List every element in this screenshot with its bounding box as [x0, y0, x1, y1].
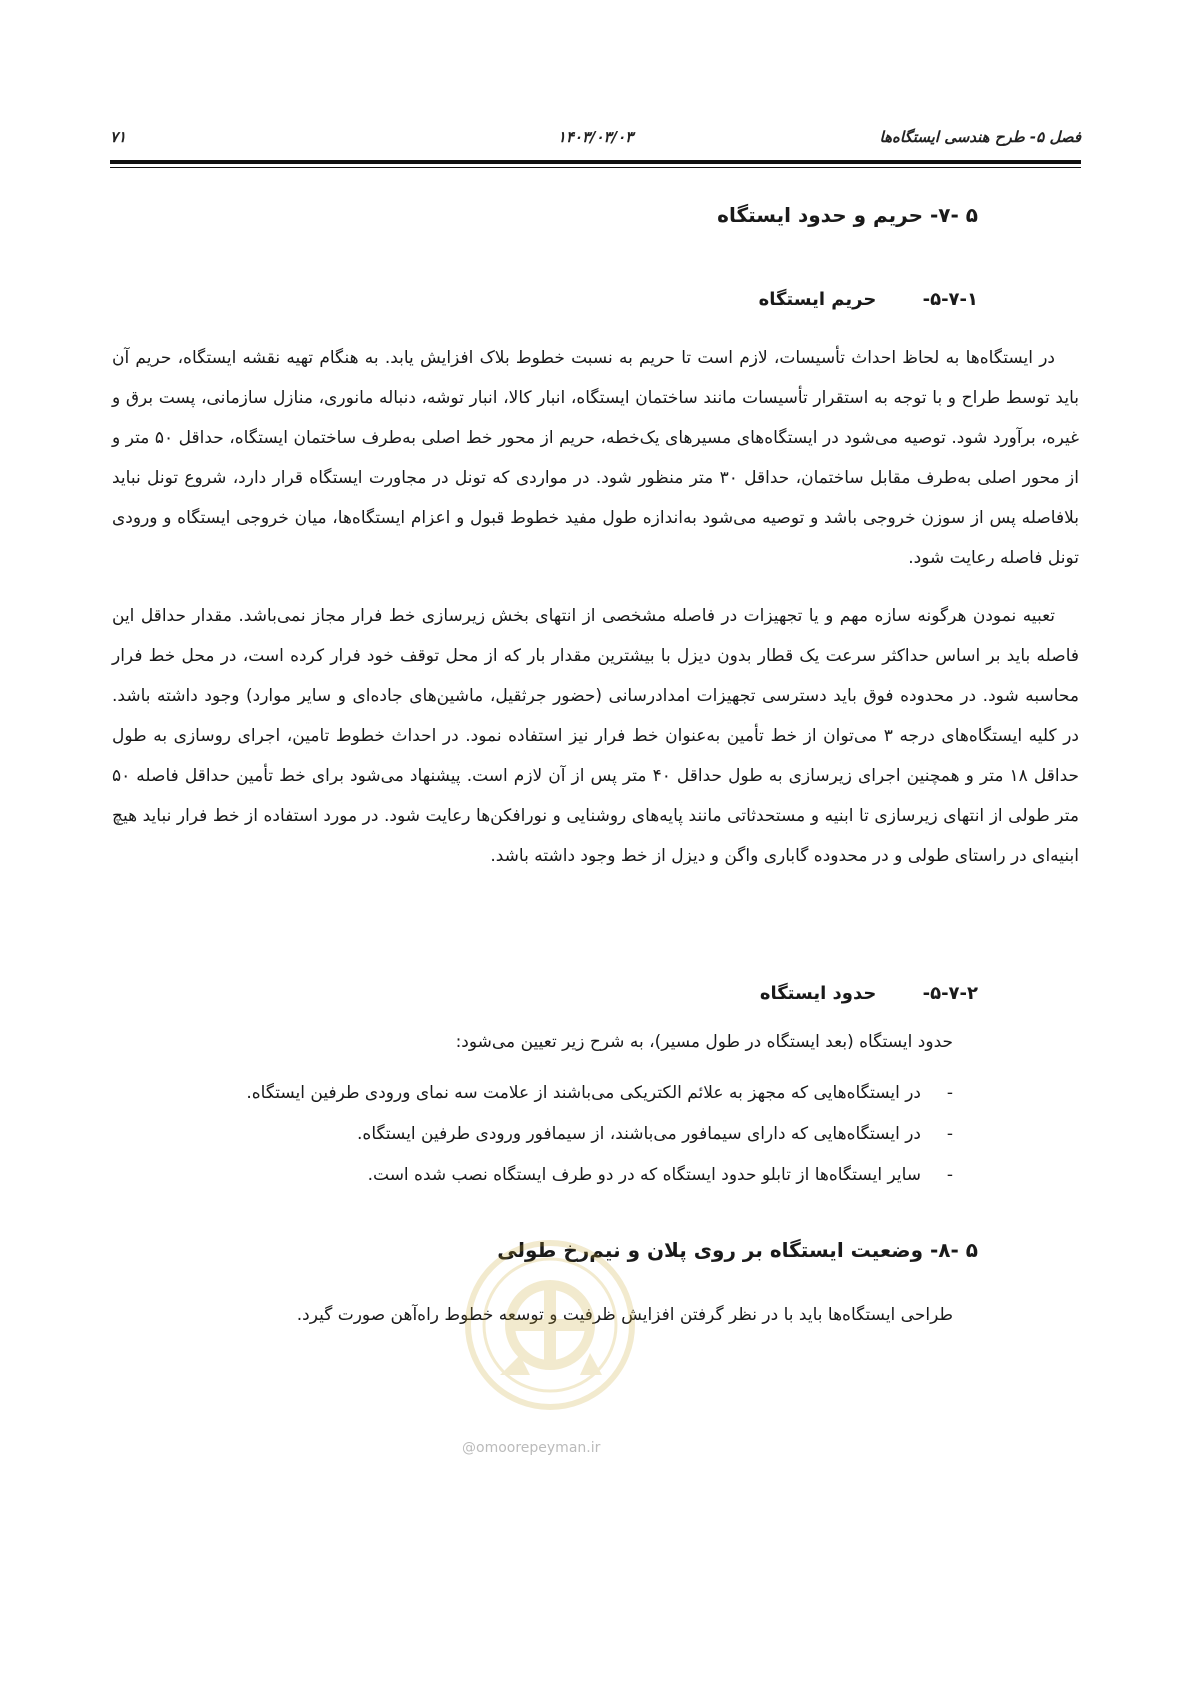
bullet-dash: -: [946, 1083, 953, 1103]
list-item: [246, 1155, 953, 1196]
chapter-title: فصل ۵- طرح هندسی ایستگاه‌ها: [879, 128, 1081, 146]
subsection-heading-7-2: [760, 983, 978, 1004]
bullet-dash: -: [946, 1124, 953, 1144]
list-item-text: سایر ایستگاه‌ها از تابلو حدود ایستگاه که در دو طرف ایستگاه نصب شده است.: [367, 1165, 921, 1185]
subsection-title: حدود ایستگاه: [759, 983, 877, 1004]
limits-list: [246, 1073, 953, 1196]
subsection-title: حریم ایستگاه: [758, 289, 877, 310]
subsection-number: ۵-۷-۲-: [922, 983, 978, 1004]
bullet-dash: -: [946, 1165, 953, 1185]
list-item-text: در ایستگاه‌هایی که دارای سیمافور می‌باشند، از سیمافور ورودی طرفین ایستگاه.: [357, 1124, 921, 1144]
section-title: وضعیت ایستگاه بر روی پلان و نیم‌رخ طولی: [497, 1238, 924, 1262]
subsection-number: ۵-۷-۱-: [922, 289, 978, 310]
limits-intro: حدود ایستگاه (بعد ایستگاه در طول مسیر)، به شرح زیر تعیین می‌شود:: [455, 1032, 953, 1052]
watermark-seal-icon: [460, 1225, 640, 1425]
page-header: [110, 128, 1081, 152]
list-item: [246, 1114, 953, 1155]
section-title: حریم و حدود ایستگاه: [717, 203, 924, 227]
header-date: ۱۴۰۳/۰۳/۰۳: [557, 128, 634, 146]
section-number: ۵ -۷-: [929, 203, 978, 227]
header-rule: [110, 160, 1081, 164]
header-rule-thin: [110, 167, 1081, 168]
watermark-url: @omoorepeyman.ir: [462, 1440, 601, 1456]
subsection-heading-7-1: [759, 289, 978, 310]
section-number: ۵ -۸-: [929, 1238, 978, 1262]
list-item-text: در ایستگاه‌هایی که مجهز به علائم الکتریکی می‌باشند از علامت سه نمای ورودی طرفین ایستگاه.: [246, 1083, 921, 1103]
paragraph-2: [112, 596, 1079, 876]
paragraph-1-text: در ایستگاه‌ها به لحاظ احداث تأسیسات، لازم است تا حریم به نسبت خطوط بلاک افزایش یابد. به هنگام تهیه نقشه ایستگاه، حریم آن باید توسط طراح و با توجه به استقرار تأسیسات مانند ساختمان ایستگاه، انبار کالا، انبار توشه، دنباله مانوری، منازل سازمانی، پست برق و غیره، برآورد شود. توصیه می‌شود در ایستگاه‌های مسیرهای یک‌خطه، حریم از محور خط اصلی به‌طرف ساختمان ایستگاه، حداقل ۵۰ متر و از محور اصلی به‌طرف مقابل ساختمان، حداقل ۳۰ متر منظور شود. در مواردی که تونل در مجاورت ایستگاه قرار دارد، شروع تونل نباید بلافاصله پس از سوزن خروجی باشد و توصیه می‌شود به‌اندازه طول مفید خطوط قبول و اعزام ایستگاه‌ها، میان خروجی ایستگاه و ورودی تونل فاصله رعایت شود.: [112, 348, 1079, 568]
section-heading-7: [717, 203, 978, 227]
list-item: [246, 1073, 953, 1114]
section-8-paragraph: طراحی ایستگاه‌ها باید با در نظر گرفتن افزایش ظرفیت و توسعه خطوط راه‌آهن صورت گیرد.: [296, 1305, 953, 1325]
paragraph-2-text: تعبیه نمودن هرگونه سازه مهم و یا تجهیزات در فاصله مشخصی از انتهای بخش زیرسازی خط فرار مجاز نمی‌باشد. مقدار حداقل این فاصله باید بر اساس حداکثر سرعت یک قطار بدون دیزل با بیشترین مقدار بار که از محل توقف خود فرار کرده است، در محل خط فرار محاسبه شود. در محدوده فوق باید دسترسی تجهیزات امدادرسانی (حضور جرثقیل، ماشین‌های جاده‌ای و سایر موارد) وجود داشته باشد. در کلیه ایستگاه‌های درجه ۳ می‌توان از خط تأمین به‌عنوان خط فرار نیز استفاده نمود. در احداث خطوط تامین، اجرای روسازی به طول حداقل ۱۸ متر و همچنین اجرای زیرسازی به طول حداقل ۴۰ متر پس از آن لازم است. پیشنهاد می‌شود برای خط تأمین حداقل فاصله ۵۰ متر طولی از انتهای زیرسازی تا ابنیه و مستحدثاتی مانند پایه‌های روشنایی و نورافکن‌ها رعایت شود. در مورد استفاده از خط فرار نباید هیچ ابنیه‌ای در راستای طولی و در محدوده گاباری واگن و دیزل از خط وجود داشته باشد.: [112, 606, 1080, 866]
page-number: ۷۱: [110, 128, 127, 146]
paragraph-1: [112, 338, 1079, 578]
